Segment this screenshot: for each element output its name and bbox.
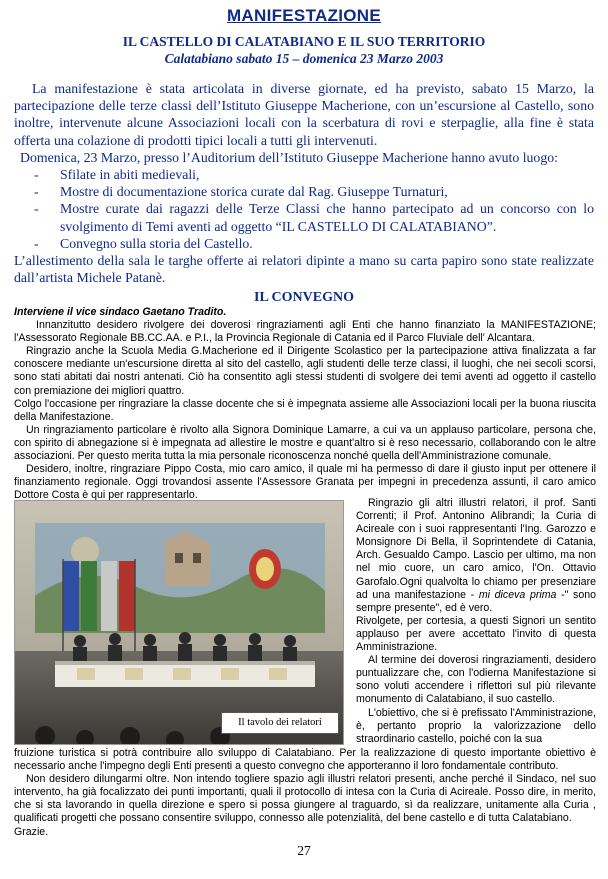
body-paragraph: Un ringraziamento particolare è rivolto alla Signora Dominique Lamarre, a cui va un applauso particolare, persona che, con spirito di abnegazione si è impegnata ad allestire le mostre e quant'altro si è reso necessario, collaborando con le altre associazioni. Per questo merita tutta la mia personale riconoscenza nonché quella dell'Amministrazione comunale.	[14, 423, 596, 463]
intro-paragraph: La manifestazione è stata articolata in diverse giornate, ed ha previsto, sabato 15 Marzo, la partecipazione delle terze classi dell’Istituto Giuseppe Macherione, con un’escursione al Castello, sono inoltre, intervenute alcune Associazioni locali con la scerbatura di rovi e sterpaglie, alla fine è stata offerta una colazione di prodotti tipici locali a tutti gli intervenuti.	[14, 81, 594, 148]
convegno-body-top	[14, 306, 596, 502]
body-paragraph: Ringrazio gli altri illustri relatori, il prof. Santi Correnti; il Prof. Antonino Alibrandi; la Curia di Acireale con i suoi rappresentanti l'Ing. Garozzo e Monsignore Di Bella, il Soprintendete di Catania, Arch. Gesualdo Campo. Lascio per ultimo, ma non nel mio cuore, un caro amico, l'On. Ottavio Garofalo.Ogni qualvolta lo chiamo per presenziare ad una manifestazione - mi diceva prima -" sono sempre presente", ed è vero.	[356, 497, 596, 614]
program-item: - Mostre curate dai ragazzi delle Terze Classi che hanno partecipato ad un concorso con lo svolgimento di Temi aventi ad oggetto “IL CASTELLO DI CALATABIANO”.	[34, 201, 594, 234]
page-number: 27	[297, 843, 311, 858]
body-paragraph: L'obiettivo, che si è prefissato l'Amministrazione, è, pertanto proprio la valorizzazione dello straordinario castello, poiché con la sua	[356, 706, 596, 745]
body-paragraph: Innanzitutto desidero rivolgere dei doverosi ringraziamenti agli Enti che hanno finanziato la MANIFESTAZIONE; l'Assessorato Regionale BB.CC.AA. e P.I., la Provincia Regionale di Catania ed il Parco Fluviale dell' Alcantara.	[14, 319, 596, 345]
photo-illustration	[15, 501, 344, 745]
closing-line: Grazie.	[14, 825, 49, 838]
page-title: MANIFESTAZIONE	[226, 6, 382, 25]
convegno-body-right	[356, 497, 596, 746]
event-dateline: Calatabiano sabato 15 – domenica 23 Marzo 2003	[164, 51, 444, 66]
body-paragraph: Colgo l'occasione per ringraziare la classe docente che si è impegnata assieme alle Associazioni locali per la buona riuscita della Manifestazione.	[14, 397, 596, 423]
body-paragraph: fruizione turistica si potrà contribuire allo sviluppo di Calatabiano. Per la realizzazione di questo importante obiettivo è necessario anche l'impegno degli Enti presenti a questo convegno che apporteranno il loro fondamentale contributo.	[14, 747, 596, 773]
program-list	[14, 166, 594, 252]
quote-emphasis: mi diceva prima	[478, 588, 557, 601]
intro-section	[14, 80, 594, 286]
section-heading: IL CONVEGNO	[254, 290, 354, 305]
intro-paragraph: L’allestimento della sala le targhe offerte ai relatori dipinte a mano su carta papiro sono state realizzate dall’artista Michele Patanè.	[14, 253, 594, 286]
body-paragraph: Al termine dei doverosi ringraziamenti, desidero puntualizzare che, con l'odierna Manifestazione si sono voluti accendere i riflettori sul più rilevante monumento di Calatabiano, il suo castello.	[356, 654, 596, 706]
body-paragraph: Desidero, inoltre, ringraziare Pippo Costa, mio caro amico, il quale mi ha permesso di dare il giusto input per ottenere il finanziamento regionale. Oggi trovandosi assente l'Assessore Granata per impegni in precedenza assunti, il caro amico Dottore Costa è qui per rappresentarlo.	[14, 463, 596, 502]
intro-paragraph: Domenica, 23 Marzo, presso l’Auditorium dell’Istituto Giuseppe Macherione hanno avuto luogo:	[20, 149, 558, 165]
photo-caption: Il tavolo dei relatori	[221, 712, 339, 734]
event-subtitle: IL CASTELLO DI CALATABIANO E IL SUO TERRITORIO	[122, 34, 486, 49]
body-paragraph: Non desidero dilungarmi oltre. Non intendo togliere spazio agli illustri relatori presenti, anche perché il Sindaco, nel suo intervento, ha già focalizzato dei punti importanti, quali il protocollo di intesa con la Curia di Acireale. Posso dire, in merito, che si sta lavorando in quella direzione e spero si possa giungere al traguardo, sì da realizzare, unitamente alla Curia , qualificati progetti che possano consentire sviluppo, connesso alle potenzialità, del bene castello e di tutta Calatabiano.	[14, 773, 596, 825]
body-paragraph: Rivolgete, per cortesia, a questi Signori un sentito applauso per avere accettato l'invito di questa Amministrazione.	[356, 614, 596, 654]
convegno-body-bottom	[14, 747, 596, 839]
speakers-table-photo	[14, 500, 344, 745]
speaker-line: Interviene il vice sindaco Gaetano Tradito.	[14, 306, 227, 318]
program-item: - Convegno sulla storia del Castello.	[34, 235, 253, 251]
program-item: - Mostre di documentazione storica curate dal Rag. Giuseppe Turnaturi,	[34, 184, 448, 200]
body-paragraph: Ringrazio anche la Scuola Media G.Macherione ed il Dirigente Scolastico per la partecipazione attiva finalizzata a far conoscere mediante un'escursione diretta al sito del castello, agli studenti delle terze classi, il luoghi, che nei secoli scorsi, sono stati abitati dai nostri antenati. Ciò ha consentito agli stessi studenti di svolgere dei temi aventi ad oggetto il castello con premiazione dei migliori quattro.	[14, 345, 596, 397]
program-item: - Sfilate in abiti medievali,	[34, 167, 200, 183]
